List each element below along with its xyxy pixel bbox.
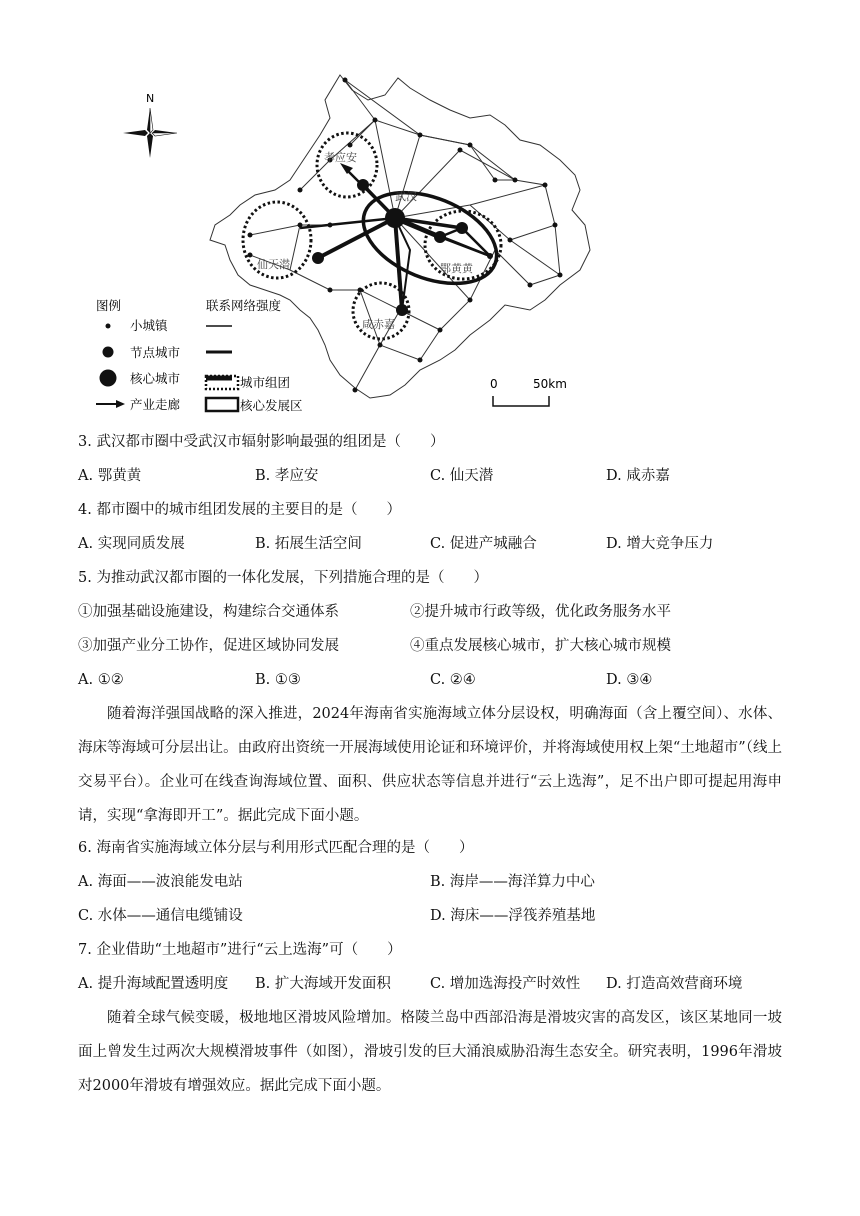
network-thin [250, 80, 560, 390]
q5-item-1: ①加强基础设施建设，构建综合交通体系 [78, 604, 339, 620]
q5-option-d: D. ③④ [606, 672, 653, 688]
q5-item-3: ③加强产业分工协作，促进区域协同发展 [78, 638, 339, 654]
passage-greenland: 随着全球气候变暖，极地地区滑坡风险增加。格陵兰岛中西部沿海是滑坡灾害的高发区，该区某地同一坡面上曾发生过两次大规模滑坡事件（如图），滑坡引发的巨大涌浪威胁沿海生态安全。研究表明，1996年滑坡对2000年滑坡有增强效应。据此完成下面小题。 [78, 1010, 782, 1094]
scale-zero: 0 [490, 377, 498, 391]
q6-option-d: D. 海床——浮筏养殖基地 [430, 908, 596, 924]
q5-item-2: ②提升城市行政等级，优化政务服务水平 [410, 604, 671, 620]
q6-stem: 6. 海南省实施海域立体分层与利用形式匹配合理的是（ ） [78, 840, 474, 856]
q5-item-4: ④重点发展核心城市，扩大核心城市规模 [410, 638, 671, 654]
label-xiaoyingan: 孝应安 [324, 151, 357, 164]
q7-option-c: C. 增加选海投产时效性 [430, 976, 581, 992]
legend-node-city: 节点城市 [130, 345, 181, 360]
passage-hainan: 随着海洋强国战略的深入推进，2024年海南省实施海域立体分层设权，明确海面（含上覆空间）、水体、海床等海域可分层出让。由政府出资统一开展海域使用论证和环境评价，并将海域使用权上架“土地超市”（线上交易平台）。企业可在线查询海域位置、面积、供应状态等信息并进行“云上选海”，足不出户即可提起用海申请，实现“拿海即开工”。据此完成下面小题。 [78, 706, 782, 824]
label-xiantianqian: 仙天潜 [257, 258, 290, 271]
q6-option-b: B. 海岸——海洋算力中心 [430, 874, 595, 890]
legend-core-city: 核心城市 [130, 371, 181, 386]
q7-option-a: A. 提升海域配置透明度 [78, 976, 229, 992]
label-wuhan: 武汉 [395, 190, 417, 203]
q3-option-d: D. 咸赤嘉 [606, 468, 670, 484]
q4-option-c: C. 促进产城融合 [430, 536, 537, 552]
north-arrow-icon [123, 108, 177, 158]
q7-option-b: B. 扩大海域开发面积 [255, 976, 391, 992]
core-development-zone [350, 175, 510, 302]
legend-small-town: 小城镇 [130, 318, 168, 333]
q7-stem: 7. 企业借助“土地超市”进行“云上选海”可（ ） [78, 942, 402, 958]
q3-option-b: B. 孝应安 [255, 468, 319, 484]
q5-option-c: C. ②④ [430, 672, 476, 688]
q3-option-a: A. 鄂黄黄 [78, 468, 142, 484]
q7-option-d: D. 打造高效营商环境 [606, 976, 743, 992]
q5-option-b: B. ①③ [255, 672, 301, 688]
north-label: N [146, 92, 155, 105]
legend-core-zone: 核心发展区 [240, 398, 303, 413]
label-xianchijia: 咸赤嘉 [362, 318, 395, 331]
legend-title: 图例 [96, 298, 122, 313]
q4-stem: 4. 都市圈中的城市组团发展的主要目的是（ ） [78, 502, 401, 518]
label-ehuanghuang: 鄂黄黄 [440, 262, 473, 275]
q6-option-a: A. 海面——波浪能发电站 [78, 874, 243, 890]
legend-city-group: 城市组团 [240, 375, 291, 390]
legend-strength-title: 联系网络强度 [206, 298, 282, 313]
q3-stem: 3. 武汉都市圈中受武汉市辐射影响最强的组团是（ ） [78, 434, 445, 450]
scale-label: 50km [533, 377, 567, 391]
wuhan-metro-map [85, 68, 605, 418]
region-outline [210, 75, 590, 398]
q5-stem: 5. 为推动武汉都市圈的一体化发展，下列措施合理的是（ ） [78, 570, 488, 586]
q4-option-d: D. 增大竞争压力 [606, 536, 714, 552]
scale-bar [493, 396, 549, 406]
q4-option-b: B. 拓展生活空间 [255, 536, 362, 552]
q5-option-a: A. ①② [78, 672, 124, 688]
q6-option-c: C. 水体——通信电缆铺设 [78, 908, 243, 924]
legend-corridor: 产业走廊 [130, 397, 181, 412]
q3-option-c: C. 仙天潜 [430, 468, 494, 484]
q4-option-a: A. 实现同质发展 [78, 536, 185, 552]
small-towns [248, 78, 563, 393]
